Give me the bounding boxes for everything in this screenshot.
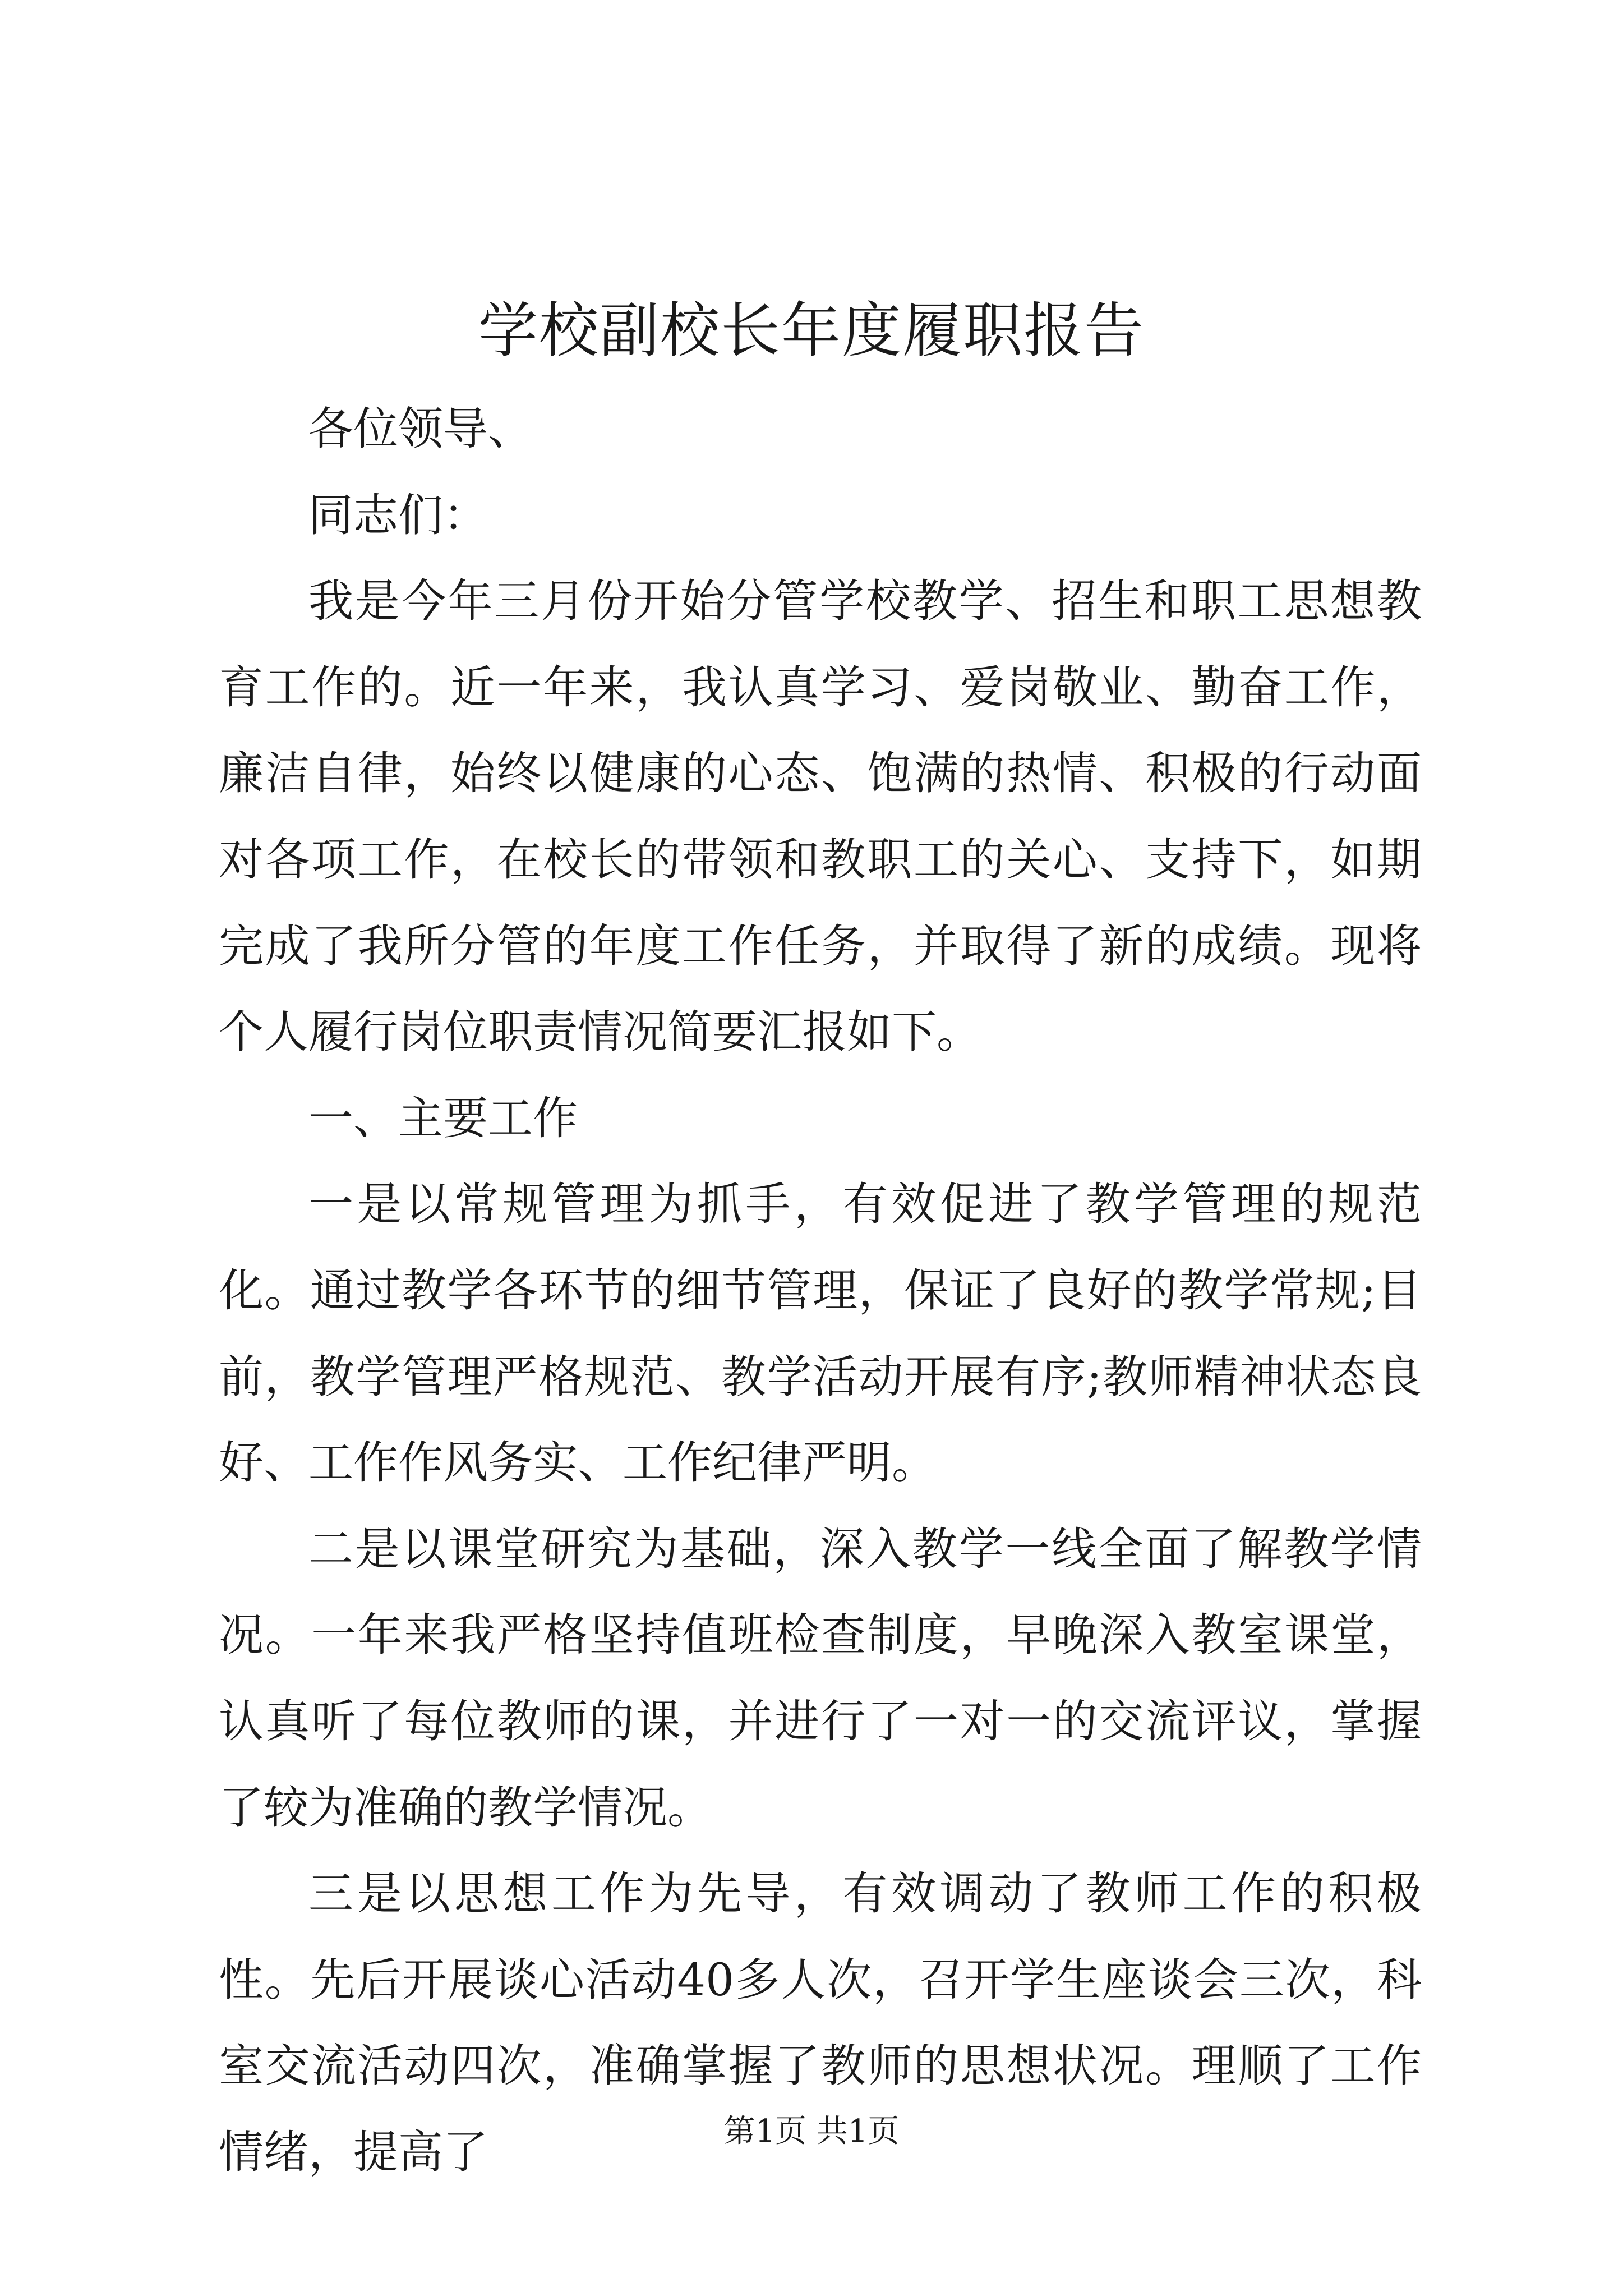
document-body [219, 386, 1422, 2195]
section-heading: 一、主要工作 [308, 1092, 578, 1144]
document-title: 学校副校长年度履职报告 [478, 296, 1145, 365]
intro-paragraph: 我是今年三月份开始分管学校教学、招生和职工思想教育工作的。近一年来，我认真学习、爱岗敬业、勤奋工作，廉洁自律，始终以健康的心态、饱满的热情、积极的行动面对各项工作，在校长的带领和教职工的关心、支持下，如期完成了我所分管的年度工作任务，并取得了新的成绩。现将个人履行岗位职责情况简要汇报如下。 [219, 575, 1422, 1059]
salutation-line-2: 同志们： [308, 489, 488, 541]
salutation-line-1: 各位领导、 [308, 403, 533, 455]
page-footer: 第1页 共1页 [723, 2113, 900, 2150]
body-paragraph-3: 三是以思想工作为先导，有效调动了教师工作的积极性。先后开展谈心活动40多人次，召开学生座谈会三次，科室交流活动四次，准确掌握了教师的思想状况。理顺了工作情绪，提高了 [219, 1867, 1422, 2178]
body-paragraph-2: 二是以课堂研究为基础，深入教学一线全面了解教学情况。一年来我严格坚持值班检查制度，早晚深入教室课堂，认真听了每位教师的课，并进行了一对一的交流评议，掌握了较为准确的教学情况。 [219, 1522, 1422, 1834]
body-paragraph-1: 一是以常规管理为抓手，有效促进了教学管理的规范化。通过教学各环节的细节管理，保证了良好的教学常规;目前，教学管理严格规范、教学活动开展有序;教师精神状态良好、工作作风务实、工作纪律严明。 [219, 1178, 1422, 1489]
